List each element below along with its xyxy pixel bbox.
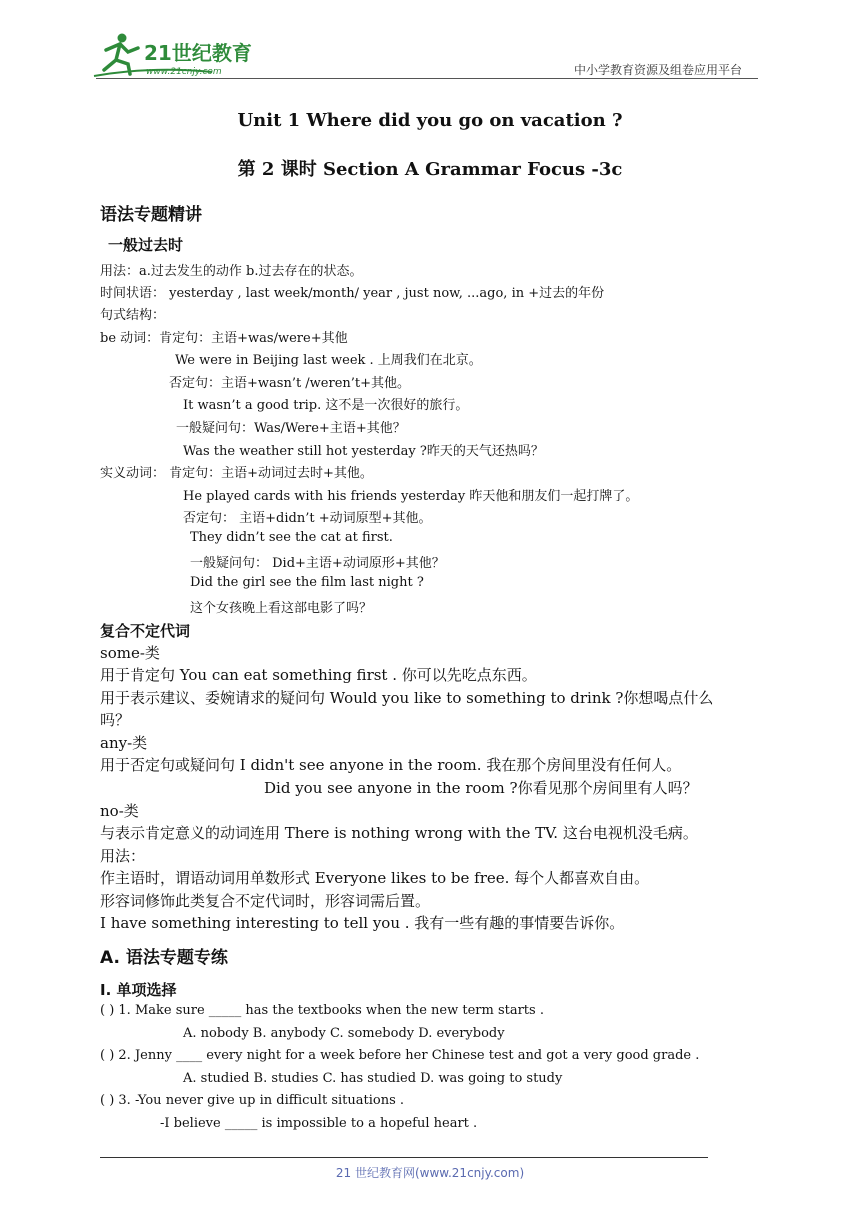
text-line: 作主语时，谓语动词用单数形式 Everyone likes to be free. 每个人都喜欢自由。	[100, 869, 650, 887]
text-line: be 动词：肯定句：主语+was/were+其他	[100, 331, 348, 346]
text-line: 吗？	[100, 711, 131, 729]
text-line: 用于表示建议、委婉请求的疑问句 Would you like to something to drink ?你想喝点什么	[100, 689, 714, 707]
logo-url-text: www.21cnjy.com	[146, 67, 222, 77]
text-line: 形容词修饰此类复合不定代词时，形容词需后置。	[100, 892, 431, 910]
question-3-reply: -I believe _____ is impossible to a hopeful heart .	[160, 1116, 478, 1131]
header-right-text: 中小学教育资源及组卷应用平台	[574, 63, 743, 77]
text-line: Did you see anyone in the room ?你看见那个房间里有人吗？	[264, 779, 698, 797]
unit-title: Unit 1 Where did you go on vacation ?	[237, 110, 623, 131]
text-line: 用于否定句或疑问句 I didn't see anyone in the room. 我在那个房间里没有任何人。	[100, 756, 682, 774]
text-line: 实义动词： 肯定句：主语+动词过去时+其他。	[100, 466, 373, 481]
text-line: 时间状语： yesterday , last week/month/ year , just now, ...ago, in +过去的年份	[100, 286, 605, 301]
question-1-options: A. nobody B. anybody C. somebody D. everybody	[183, 1026, 505, 1041]
text-line: It wasn’t a good trip. 这不是一次很好的旅行。	[183, 398, 469, 413]
section-heading-practice: A. 语法专题专练	[100, 948, 228, 968]
text-line: 句式结构：	[100, 308, 166, 323]
subheading-past-tense: 一般过去时	[108, 236, 184, 254]
text-line: some-类	[100, 644, 160, 662]
text-line: 与表示肯定意义的动词连用 There is nothing wrong with the TV. 这台电视机没毛病。	[100, 824, 698, 842]
question-2-options: A. studied B. studies C. has studied D. was going to study	[183, 1071, 563, 1086]
footer-divider	[100, 1157, 708, 1158]
text-line: Was the weather still hot yesterday ?昨天的天气还热吗？	[183, 444, 544, 459]
text-line: 用于肯定句 You can eat something first . 你可以先吃点东西。	[100, 666, 537, 684]
footer-text: 21 世纪教育网(www.21cnjy.com)	[335, 1166, 525, 1180]
text-line: 用法：	[100, 847, 146, 865]
text-line: He played cards with his friends yesterday 昨天他和朋友们一起打牌了。	[183, 489, 639, 504]
text-line: 否定句：主语+wasn’t /weren’t+其他。	[169, 376, 411, 391]
lesson-title: 第 2 课时 Section A Grammar Focus -3c	[237, 159, 623, 180]
subheading-multiple-choice: I. 单项选择	[100, 981, 177, 999]
text-line: We were in Beijing last week . 上周我们在北京。	[175, 353, 482, 368]
text-line: 这个女孩晚上看这部电影了吗？	[190, 601, 373, 616]
header-divider	[96, 78, 758, 79]
text-line: 否定句： 主语+didn’t +动词原型+其他。	[183, 511, 432, 526]
text-line: I have something interesting to tell you . 我有一些有趣的事情要告诉你。	[100, 914, 625, 932]
question-1: ( ) 1. Make sure _____ has the textbooks when the new term starts .	[100, 1003, 544, 1018]
subheading-compound-pronouns: 复合不定代词	[100, 622, 191, 640]
text-line: any-类	[100, 734, 148, 752]
text-line: Did the girl see the film last night ?	[190, 575, 424, 590]
text-line: 一般疑问句：Was/Were+主语+其他？	[176, 421, 406, 436]
site-logo	[92, 32, 262, 80]
question-3: ( ) 3. -You never give up in difficult situations .	[100, 1093, 405, 1108]
logo-main-text: 21世纪教育	[144, 41, 252, 65]
section-heading-lecture: 语法专题精讲	[100, 205, 202, 225]
text-line: 用法：a.过去发生的动作 b.过去存在的状态。	[100, 264, 363, 279]
text-line: no-类	[100, 802, 139, 820]
text-line: They didn’t see the cat at first.	[190, 530, 393, 545]
text-line: 一般疑问句： Did+主语+动词原形+其他？	[190, 556, 445, 571]
question-2: ( ) 2. Jenny ____ every night for a week before her Chinese test and got a very good grade .	[100, 1048, 700, 1063]
